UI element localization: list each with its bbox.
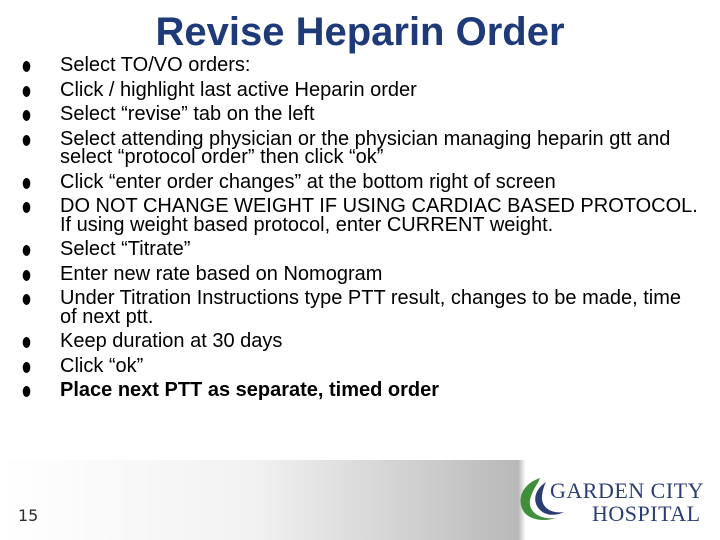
bullet-text: Select TO/VO orders: xyxy=(60,54,251,76)
bullet-dot-icon xyxy=(23,294,31,305)
bullet-dot-icon xyxy=(23,178,31,189)
bullet-text: Place next PTT as separate, timed order xyxy=(60,379,440,401)
slide-title: Revise Heparin Order xyxy=(155,10,565,54)
bullet-dot-icon xyxy=(23,386,31,397)
logo-text-line2: HOSPITAL xyxy=(592,501,701,526)
bullet-item xyxy=(22,170,702,193)
bullet-item xyxy=(22,127,702,168)
bullet-list xyxy=(22,56,702,406)
bullet-text: Keep duration at 30 days xyxy=(60,330,283,352)
bullet-dot-icon xyxy=(23,86,31,97)
bullet-item xyxy=(22,197,702,234)
bullet-item xyxy=(22,240,702,259)
bullet-text: Select attending physician or the physician managing heparin gtt and select “protocol order” then click “ok” xyxy=(60,127,671,168)
page-number: 15 xyxy=(18,506,39,525)
bullet-dot-icon xyxy=(23,202,31,213)
bullet-text: Click “enter order changes” at the bottom right of screen xyxy=(60,170,556,193)
bullet-text: DO NOT CHANGE WEIGHT IF USING CARDIAC BASED PROTOCOL. If using weight based protocol, enter CURRENT weight. xyxy=(60,195,698,236)
bullet-text: Click / highlight last active Heparin order xyxy=(60,78,417,101)
bullet-item xyxy=(22,105,702,124)
bullet-dot-icon xyxy=(23,337,31,348)
bullet-item xyxy=(22,381,702,400)
logo-text-line1: GARDEN CITY xyxy=(550,478,704,503)
bullet-text: Select “Titrate” xyxy=(60,238,191,260)
bullet-dot-icon xyxy=(23,270,31,281)
bullet-dot-icon xyxy=(23,362,31,373)
bullet-dot-icon xyxy=(23,245,31,256)
bullet-item xyxy=(22,56,702,75)
bullet-item xyxy=(22,78,702,101)
bullet-item xyxy=(22,289,702,326)
bullet-text: Enter new rate based on Nomogram xyxy=(60,262,383,285)
bullet-item xyxy=(22,332,702,351)
bullet-dot-icon xyxy=(23,61,31,72)
bullet-text: Under Titration Instructions type PTT result, changes to be made, time of next ptt. xyxy=(60,287,682,328)
bullet-dot-icon xyxy=(23,110,31,121)
hospital-logo xyxy=(510,470,710,530)
bullet-item xyxy=(22,354,702,377)
bullet-text: Select “revise” tab on the left xyxy=(60,103,315,125)
bullet-dot-icon xyxy=(23,135,31,146)
bullet-text: Click “ok” xyxy=(60,354,144,377)
bullet-item xyxy=(22,262,702,285)
